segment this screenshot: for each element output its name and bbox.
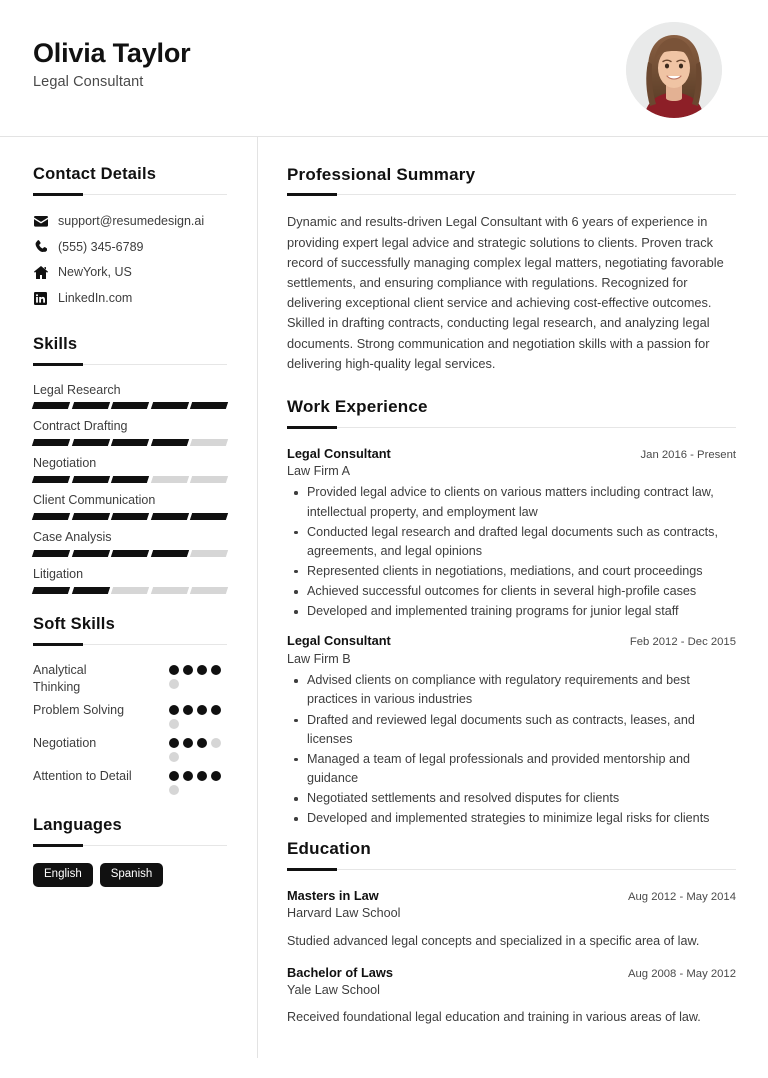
skill-bar-segment [71,587,109,594]
skill-bar-segment [151,587,189,594]
skill-bar-segment [111,476,149,483]
rating-dot [197,771,207,781]
section-heading: Languages [33,816,122,835]
soft-skill-rating [169,735,227,762]
education-date-range: Aug 2012 - May 2014 [627,890,736,903]
section-professional-summary [287,165,736,374]
job-title: Legal Consultant [33,74,144,91]
skill-item [33,566,227,594]
experience-date-range: Jan 2016 - Present [640,448,736,461]
experience-bullet: Developed and implemented training programs for junior legal staff [287,602,736,621]
avatar-portrait-icon [626,22,722,118]
section-heading: Contact Details [33,165,157,183]
soft-skill-item [33,662,227,697]
soft-skill-item [33,735,227,762]
skill-bar-segment [111,587,149,594]
section-heading: Skills [33,334,78,353]
section-divider [33,364,227,365]
skill-level-bar [33,513,227,520]
soft-skill-item [33,768,227,795]
education-school: Harvard Law School [287,906,401,921]
main-column [258,137,768,1078]
contact-value-location: NewYork, US [58,265,132,280]
rating-dot [169,785,179,795]
experience-bullet: Developed and implemented strategies to minimize legal risks for clients [287,809,736,828]
contact-list [33,212,227,308]
skill-bar-segment [71,476,109,483]
contact-value-linkedin: LinkedIn.com [58,291,133,306]
resume-body [0,137,768,1078]
page-title: Olivia Taylor [33,38,191,68]
education-degree: Masters in Law [287,887,379,903]
soft-skill-item [33,702,227,729]
skill-bar-segment [151,513,189,520]
skill-bar-segment [190,550,228,557]
rating-dot [197,705,207,715]
experience-entry [287,445,736,622]
experience-bullet: Achieved successful outcomes for clients in several high-profile cases [287,582,736,601]
skill-item [33,455,227,483]
rating-dot [169,771,179,781]
skill-bar-segment [111,550,149,557]
experience-entry-header [287,632,736,650]
experience-bullet: Drafted and reviewed legal documents such as contracts, leases, and licenses [287,711,736,749]
skill-bar-segment [190,402,228,409]
skill-bar-segment [151,402,189,409]
linkedin-icon [33,291,48,305]
rating-dot [183,665,193,675]
rating-dot [169,705,179,715]
education-description: Received foundational legal education and training in various areas of law. [287,1010,701,1025]
rating-dot [197,665,207,675]
soft-skill-label: Problem Solving [33,703,125,718]
skill-bar-segment [32,476,70,483]
rating-dot [211,738,221,748]
rating-dot [169,665,179,675]
education-description: Studied advanced legal concepts and specialized in a specific area of law. [287,933,700,948]
skill-bar-segment [32,587,70,594]
skill-bar-segment [32,439,70,446]
rating-dot [183,738,193,748]
section-heading: Work Experience [287,397,428,417]
contact-item-email[interactable] [33,212,227,231]
rating-dot [183,705,193,715]
experience-list [287,445,736,829]
skill-bar-segment [190,476,228,483]
soft-skills-list [33,662,227,796]
education-entry-header [287,887,736,905]
education-date-range: Aug 2008 - May 2012 [627,967,736,980]
language-pill: Spanish [100,863,164,887]
avatar [626,22,722,118]
skill-level-bar [33,550,227,557]
rating-dot [169,679,179,689]
section-divider [287,427,736,428]
resume-header [0,0,768,137]
section-soft-skills [33,615,227,795]
skill-bar-segment [190,513,228,520]
name-block [33,33,190,90]
skill-label: Legal Research [33,382,121,397]
experience-bullet: Conducted legal research and drafted legal documents such as contracts, agreements, and legal opinions [287,523,736,561]
section-divider [33,644,227,645]
summary-text: Dynamic and results-driven Legal Consultant with 6 years of experience in providing expert legal advice and strategic solutions to clients. Proven track record of successfully managing complex legal matters, negotiating favorable settlements, and ensuring compliance with regulations. Recognized for delivering exceptional client service and achieving cost-effective outcomes. Skilled in drafting contracts, conducting legal research, and analyzing legal documents. Strong communication and negotiation skills with a passion for delivering high-quality legal services. [287,214,724,371]
section-work-experience [287,397,736,828]
phone-icon [33,240,48,254]
section-divider [287,194,736,195]
soft-skill-rating [169,702,227,729]
skill-bar-segment [151,439,189,446]
section-education [287,839,736,1027]
experience-bullet: Represented clients in negotiations, mediations, and court proceedings [287,562,736,581]
experience-bullet: Provided legal advice to clients on various matters including contract law, intellectual property, and employment law [287,483,736,521]
experience-date-range: Feb 2012 - Dec 2015 [629,636,736,649]
envelope-icon [33,214,48,228]
soft-skill-rating [169,662,227,689]
experience-bullet: Managed a team of legal professionals and provided mentorship and guidance [287,750,736,788]
rating-dot [197,738,207,748]
soft-skill-label: Negotiation [33,736,97,751]
skill-bar-segment [71,550,109,557]
skill-label: Negotiation [33,456,97,471]
languages-list [33,863,227,887]
rating-dot [211,705,221,715]
education-entry [287,887,736,951]
sidebar-column [0,137,258,1058]
skill-label: Case Analysis [33,530,112,545]
skill-bar-segment [151,550,189,557]
skill-bar-segment [111,439,149,446]
education-list [287,887,736,1028]
section-heading: Professional Summary [287,165,476,184]
section-skills [33,335,227,594]
experience-organization: Law Firm B [287,651,351,666]
experience-bullet: Negotiated settlements and resolved disputes for clients [287,789,736,808]
rating-dot [169,738,179,748]
skill-bar-segment [71,513,109,520]
skill-item [33,492,227,520]
section-divider [33,194,227,195]
contact-item-phone[interactable] [33,238,227,257]
section-divider [287,869,736,870]
skill-label: Contract Drafting [33,419,128,434]
rating-dot [183,771,193,781]
skill-label: Litigation [33,566,84,581]
skill-bar-segment [32,550,70,557]
skill-item [33,382,227,410]
education-school: Yale Law School [287,982,380,997]
skills-list [33,382,227,594]
rating-dot [169,752,179,762]
rating-dot [169,719,179,729]
rating-dot [211,665,221,675]
home-icon [33,266,48,280]
contact-value-email: support@resumedesign.ai [58,213,205,228]
skill-level-bar [33,476,227,483]
experience-bullet-list [287,483,736,621]
skill-bar-segment [71,439,109,446]
contact-item-linkedin[interactable] [33,289,227,308]
skill-item [33,529,227,557]
contact-item-location[interactable] [33,263,227,282]
experience-entry-header [287,445,736,463]
skill-level-bar [33,439,227,446]
soft-skill-label: Analytical Thinking [33,662,87,694]
skill-label: Client Communication [33,493,156,508]
skill-item [33,418,227,446]
language-pill: English [33,863,93,887]
education-degree: Bachelor of Laws [287,964,393,980]
experience-role: Legal Consultant [287,633,391,649]
skill-bar-segment [111,402,149,409]
section-divider [33,845,227,846]
rating-dot [211,771,221,781]
experience-organization: Law Firm A [287,463,350,478]
experience-bullet: Advised clients on compliance with regulatory requirements and best practices in various industries [287,671,736,709]
section-heading: Education [287,839,371,859]
section-heading: Soft Skills [33,614,115,633]
skill-bar-segment [32,402,70,409]
contact-value-phone: (555) 345-6789 [58,239,144,254]
skill-bar-segment [190,587,228,594]
skill-bar-segment [32,513,70,520]
section-languages [33,816,227,886]
experience-bullet-list [287,671,736,828]
skill-level-bar [33,402,227,409]
experience-role: Legal Consultant [287,445,391,461]
education-entry-header [287,964,736,982]
skill-bar-segment [190,439,228,446]
soft-skill-rating [169,768,227,795]
skill-bar-segment [111,513,149,520]
section-contact-details [33,165,227,308]
skill-bar-segment [71,402,109,409]
skill-level-bar [33,587,227,594]
experience-entry [287,632,736,828]
education-entry [287,964,736,1028]
skill-bar-segment [151,476,189,483]
soft-skill-label: Attention to Detail [33,769,132,784]
